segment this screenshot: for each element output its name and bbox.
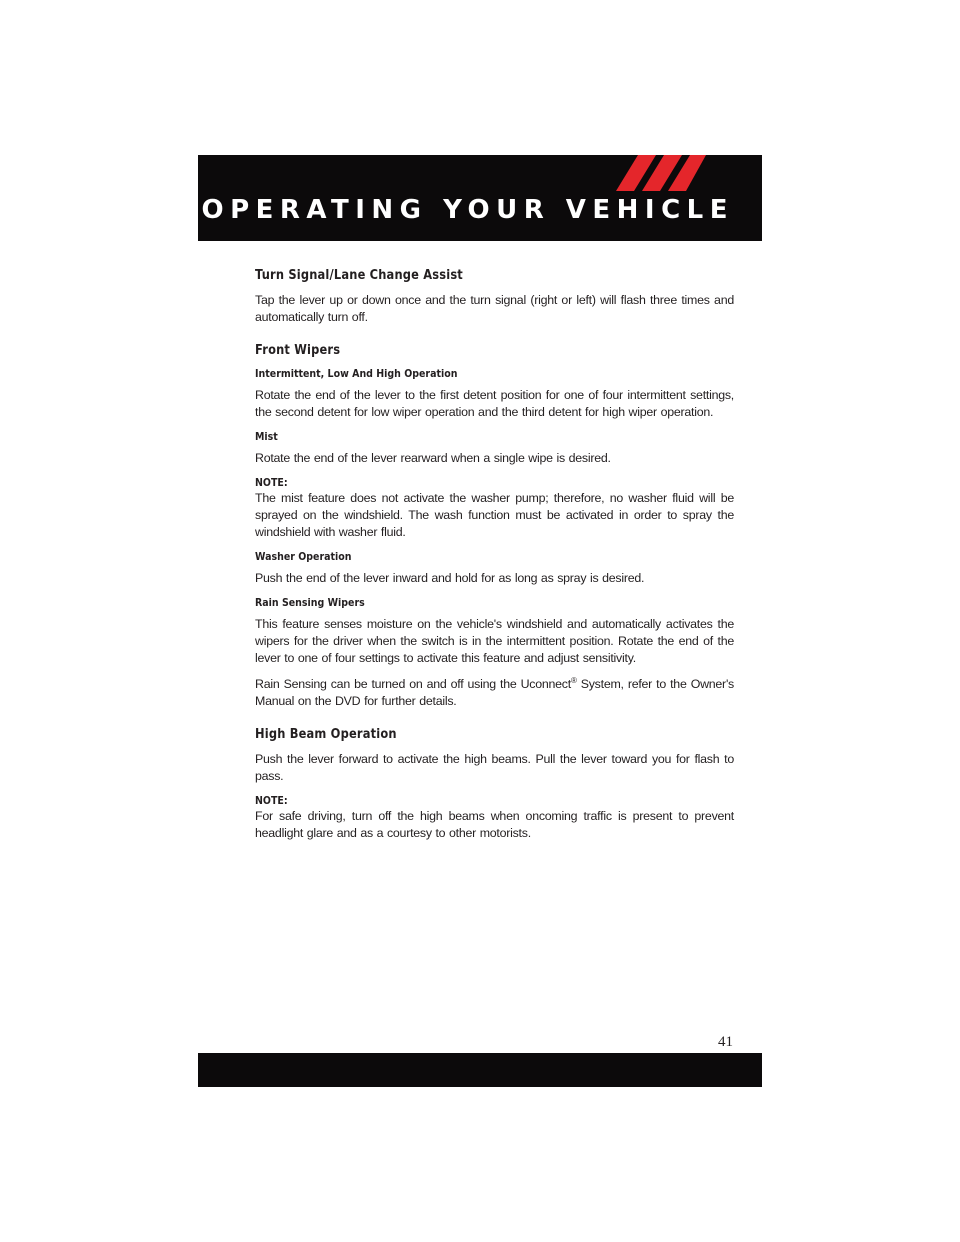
turn-signal-heading: Turn Signal/Lane Change Assist [255,268,463,283]
page-content [255,268,734,851]
high-beam-heading: High Beam Operation [255,727,397,742]
rain-sensing-body-2-start: Rain Sensing can be turned on and off using the Uconnect [255,677,571,691]
washer-heading: Washer Operation [255,550,352,563]
rain-sensing-body-2-end: System, refer to the Owner's Manual on the DVD for further details. [255,677,734,708]
brand-stripes-icon [616,155,706,191]
intermittent-body: Rotate the end of the lever to the first detent position for one of four intermittent settings, the second detent for low wiper operation and the third detent for high wiper operation. [255,388,734,419]
washer-body: Push the end of the lever inward and hold for as long as spray is desired. [255,571,645,585]
high-beam-note-label: NOTE: [255,794,288,807]
mist-body: Rotate the end of the lever rearward when a single wipe is desired. [255,451,611,465]
chapter-title: OPERATING YOUR VEHICLE [201,195,734,225]
front-wipers-heading: Front Wipers [255,343,341,358]
mist-note-body: The mist feature does not activate the washer pump; therefore, no washer fluid will be sprayed on the windshield. The wash function must be activated in order to spray the windshield with washer fluid. [255,491,734,539]
intermittent-heading: Intermittent, Low And High Operation [255,367,458,380]
mist-note-label: NOTE: [255,476,288,489]
chapter-header [198,155,762,241]
turn-signal-body: Tap the lever up or down once and the turn signal (right or left) will flash three times and automatically turn off. [255,293,734,324]
high-beam-note-body: For safe driving, turn off the high beams when oncoming traffic is present to prevent headlight glare and as a courtesy to other motorists. [255,809,734,840]
rain-sensing-body-2 [255,676,734,710]
rain-sensing-heading: Rain Sensing Wipers [255,596,365,609]
high-beam-body: Push the lever forward to activate the high beams. Pull the lever toward you for flash to pass. [255,752,734,783]
page-number: 41 [718,1034,733,1050]
footer-band [198,1053,762,1087]
rain-sensing-body: This feature senses moisture on the vehicle's windshield and automatically activates the wipers for the driver when the switch is in the intermittent position. Rotate the end of the lever to one of four settings to activate this feature and adjust sensitivity. [255,617,734,665]
registered-mark: ® [570,675,577,685]
mist-heading: Mist [255,430,278,443]
